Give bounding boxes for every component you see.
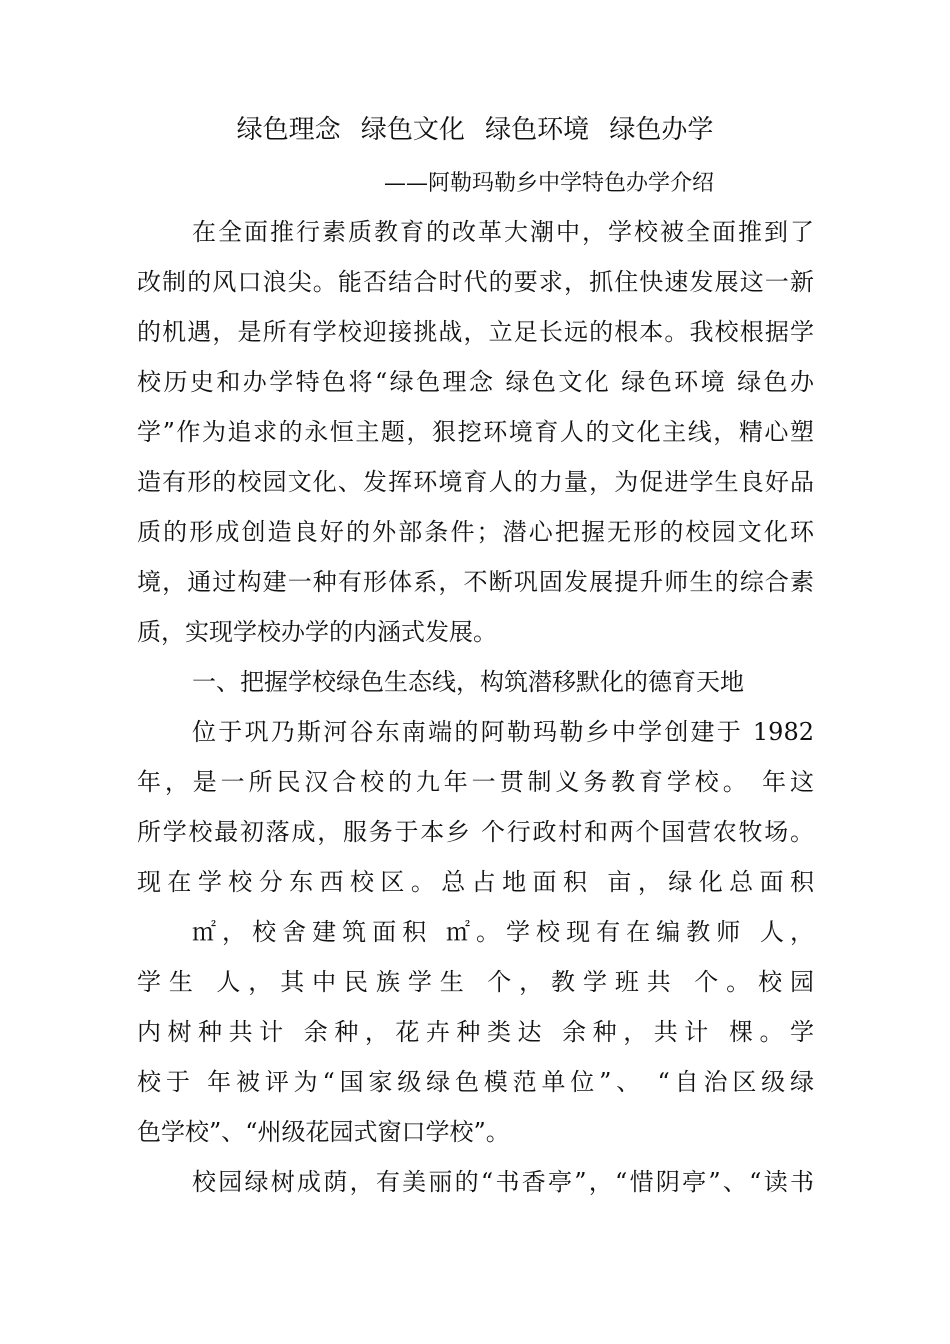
paragraph-line: 校于 年被评为“国家级绿色模范单位”、 “自治区级绿 — [137, 1068, 814, 1096]
paragraph-line: 在全面推行素质教育的改革大潮中，学校被全面推到了 — [192, 218, 814, 246]
paragraph-line: 质，实现学校办学的内涵式发展。 — [137, 618, 497, 646]
section-heading: 一、把握学校绿色生态线，构筑潜移默化的德育天地 — [192, 668, 744, 696]
paragraph-line: 年，是一所民汉合校的九年一贯制义务教育学校。 年这 — [137, 768, 814, 796]
paragraph-line: 学”作为追求的永恒主题，狠挖环境育人的文化主线，精心塑 — [137, 418, 814, 446]
paragraph-line: 学生 人，其中民族学生 个，教学班共 个。校园 — [137, 968, 814, 996]
paragraph-line: 校历史和办学特色将“绿色理念 绿色文化 绿色环境 绿色办 — [137, 368, 814, 396]
paragraph-line: 内树种共计 余种，花卉种类达 余种，共计 棵。学 — [137, 1018, 814, 1046]
paragraph-line: 现在学校分东西校区。总占地面积 亩，绿化总面积 — [137, 868, 814, 896]
document-subtitle: ——阿勒玛勒乡中学特色办学介绍 — [384, 171, 715, 196]
paragraph-line: 质的形成创造良好的外部条件；潜心把握无形的校园文化环 — [137, 518, 814, 546]
paragraph-line: 位于巩乃斯河谷东南端的阿勒玛勒乡中学创建于 1982 — [192, 718, 814, 746]
document-title: 绿色理念 绿色文化 绿色环境 绿色办学 — [236, 115, 714, 145]
paragraph-line: 色学校”、“州级花园式窗口学校”。 — [137, 1118, 510, 1146]
paragraph-line: 造有形的校园文化、发挥环境育人的力量，为促进学生良好品 — [137, 468, 814, 496]
paragraph-line: 校园绿树成荫，有美丽的“书香亭”，“惜阴亭”、“读书 — [192, 1168, 814, 1196]
paragraph-line: 所学校最初落成，服务于本乡 个行政村和两个国营农牧场。 — [137, 818, 814, 846]
paragraph-line: 改制的风口浪尖。能否结合时代的要求，抓住快速发展这一新 — [137, 268, 814, 296]
paragraph-line: 的机遇，是所有学校迎接挑战，立足长远的根本。我校根据学 — [137, 318, 814, 346]
paragraph-line: ㎡，校舍建筑面积 ㎡。学校现有在编教师 人， — [192, 918, 814, 946]
paragraph-line: 境，通过构建一种有形体系，不断巩固发展提升师生的综合素 — [137, 568, 814, 596]
